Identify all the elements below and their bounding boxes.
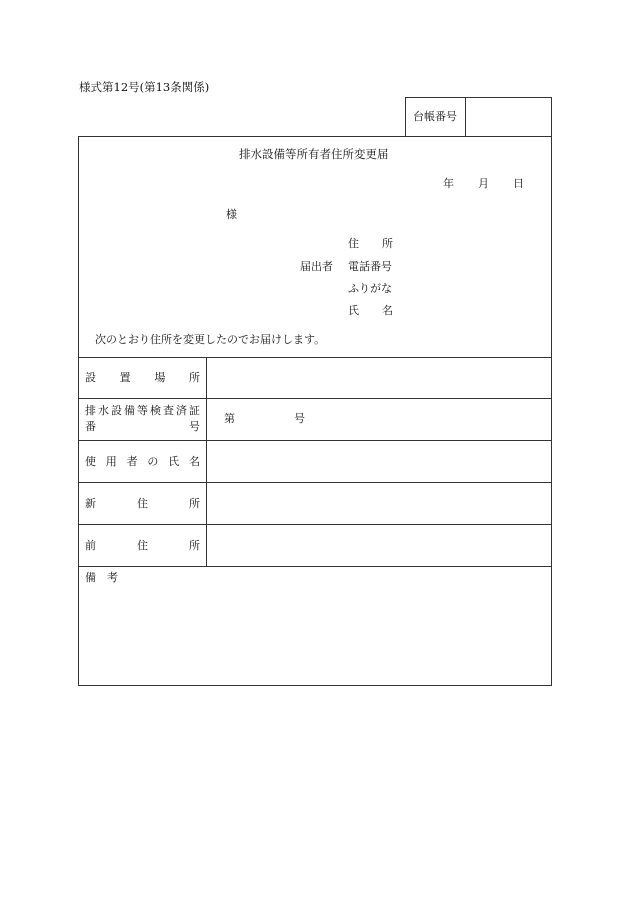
row-divider [78, 398, 552, 399]
row-divider [78, 440, 552, 441]
form-number: 様式第12号(第13条関係) [79, 80, 210, 94]
date-month-label: 月 [478, 177, 489, 190]
ledger-number-field[interactable] [470, 100, 548, 133]
applicant-name-label: 氏 名 [348, 304, 393, 317]
previous-address-label: 前 住 所 [85, 539, 200, 552]
new-address-field[interactable] [210, 486, 548, 522]
certificate-number-suffix: 号 [294, 412, 305, 425]
row-divider [78, 357, 552, 358]
row-divider [78, 482, 552, 483]
remarks-label: 備 考 [85, 571, 118, 584]
location-field[interactable] [210, 360, 548, 396]
applicant-furigana-label: ふりがな [348, 282, 392, 295]
certificate-number-field[interactable] [240, 402, 290, 436]
row-divider [78, 566, 552, 567]
statement-text: 次のとおり住所を変更したのでお届けします。 [95, 333, 326, 346]
user-name-label: 使 用 者 の 氏 名 [85, 455, 200, 468]
date-day-label: 日 [513, 177, 524, 190]
form-title: 排水設備等所有者住所変更届 [239, 147, 389, 161]
user-name-field[interactable] [210, 444, 548, 480]
new-address-label: 新 住 所 [85, 497, 200, 510]
remarks-field[interactable] [84, 590, 546, 680]
ledger-number-label: 台帳番号 [413, 110, 457, 123]
location-label: 設 置 場 所 [85, 371, 200, 384]
ledger-divider [465, 97, 466, 136]
row-divider [78, 524, 552, 525]
certificate-label-line1: 排 水 設 備 等 検 査 済 証 [85, 404, 200, 417]
date-year-label: 年 [443, 177, 454, 190]
applicant-address-label: 住 所 [348, 237, 393, 250]
previous-address-field[interactable] [210, 528, 548, 564]
label-column-divider [206, 357, 207, 566]
addressee-suffix: 様 [226, 208, 237, 221]
applicant-group-label: 届出者 [300, 260, 333, 273]
certificate-number-prefix: 第 [224, 412, 235, 425]
certificate-label-line2: 番 号 [85, 420, 200, 433]
applicant-phone-label: 電話番号 [348, 260, 392, 273]
